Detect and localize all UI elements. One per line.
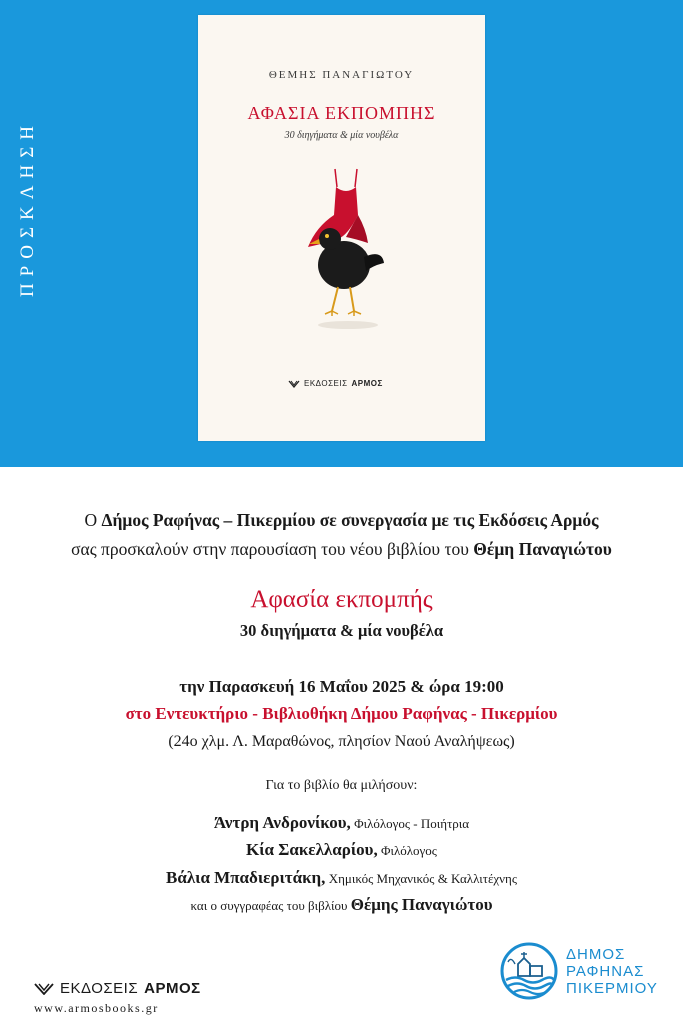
cover-subtitle: 30 διηγήματα & μία νουβέλα bbox=[284, 130, 399, 141]
intro-line-2 bbox=[0, 539, 683, 560]
book-title: Αφασία εκπομπής bbox=[250, 586, 433, 613]
speaker-name: Βάλια Μπαδιεριτάκη, bbox=[166, 868, 326, 887]
intro-line-1-prefix: Ο bbox=[84, 510, 102, 530]
book-cover bbox=[198, 15, 485, 441]
cover-author: ΘΕΜΗΣ ΠΑΝΑΓΙΩΤΟΥ bbox=[268, 69, 415, 81]
footer-publisher-logo bbox=[34, 980, 201, 997]
cover-publisher-prefix: ΕΚΔΟΣΕΙΣ bbox=[304, 379, 348, 388]
event-venue: στο Εντευκτήριο - Βιβλιοθήκη Δήμου Ραφήνας - Πικερμίου bbox=[125, 704, 558, 723]
footer-publisher-prefix: ΕΚΔΟΣΕΙΣ bbox=[60, 980, 139, 997]
event-datetime: την Παρασκευή 16 Μαΐου 2025 & ώρα 19:00 bbox=[179, 677, 504, 696]
speaker-role: Φιλόλογος bbox=[377, 843, 437, 858]
book-subtitle: 30 διηγήματα & μία νουβέλα bbox=[239, 621, 444, 640]
footer-publisher-name: ΑΡΜΟΣ bbox=[144, 980, 201, 997]
cover-publisher-name: ΑΡΜΟΣ bbox=[351, 379, 383, 388]
speaker-role: Φιλόλογος - Ποιήτρια bbox=[350, 816, 470, 831]
municipality-line: ΠΙΚΕΡΜΙΟΥ bbox=[566, 980, 658, 997]
cover-publisher bbox=[288, 379, 383, 388]
event-address: (24ο χλμ. Λ. Μαραθώνος, πλησίον Ναού Αναλήψεως) bbox=[168, 733, 515, 750]
speaker-name: Άντρη Ανδρονίκου, bbox=[213, 813, 351, 832]
intro-line-1 bbox=[0, 510, 683, 531]
municipality-emblem-icon bbox=[500, 942, 558, 1000]
author-closing-line bbox=[0, 895, 683, 915]
closing-author-name: Θέμης Παναγιώτου bbox=[350, 895, 493, 914]
municipality-name bbox=[566, 946, 678, 997]
speaker-row bbox=[0, 868, 683, 888]
bird-in-red-dress-illustration bbox=[286, 165, 396, 330]
cover-title: ΑΦΑΣΙΑ ΕΚΠΟΜΠΗΣ bbox=[247, 103, 436, 123]
speaker-name: Κία Σακελλαρίου, bbox=[246, 840, 378, 859]
closing-prefix: και ο συγγραφέας του βιβλίου bbox=[190, 898, 351, 913]
speakers-heading: Για το βιβλίο θα μιλήσουν: bbox=[265, 778, 418, 793]
publisher-website: www.armosbooks.gr bbox=[34, 1001, 159, 1015]
speaker-row bbox=[0, 840, 683, 860]
armos-logo-icon bbox=[288, 380, 300, 388]
invitation-side-label bbox=[16, 85, 40, 330]
invitation-side-text: ΠΡΟΣΚΛΗΣΗ bbox=[17, 118, 39, 297]
speaker-row bbox=[0, 813, 683, 833]
municipality-line: ΔΗΜΟΣ bbox=[566, 946, 626, 963]
municipality-line: ΡΑΦΗΝΑΣ bbox=[566, 963, 645, 980]
header-banner bbox=[0, 0, 683, 467]
armos-logo-icon bbox=[34, 983, 54, 995]
intro-line-2-author: Θέμη Παναγιώτου bbox=[473, 539, 612, 559]
intro-line-1-organizers: Δήμος Ραφήνας – Πικερμίου σε συνεργασία με τις Εκδόσεις Αρμός bbox=[101, 510, 599, 530]
speaker-role: Χημικός Μηχανικός & Καλλιτέχνης bbox=[325, 871, 517, 886]
intro-line-2-text: σας προσκαλούν στην παρουσίαση του νέου βιβλίου του bbox=[71, 539, 474, 559]
